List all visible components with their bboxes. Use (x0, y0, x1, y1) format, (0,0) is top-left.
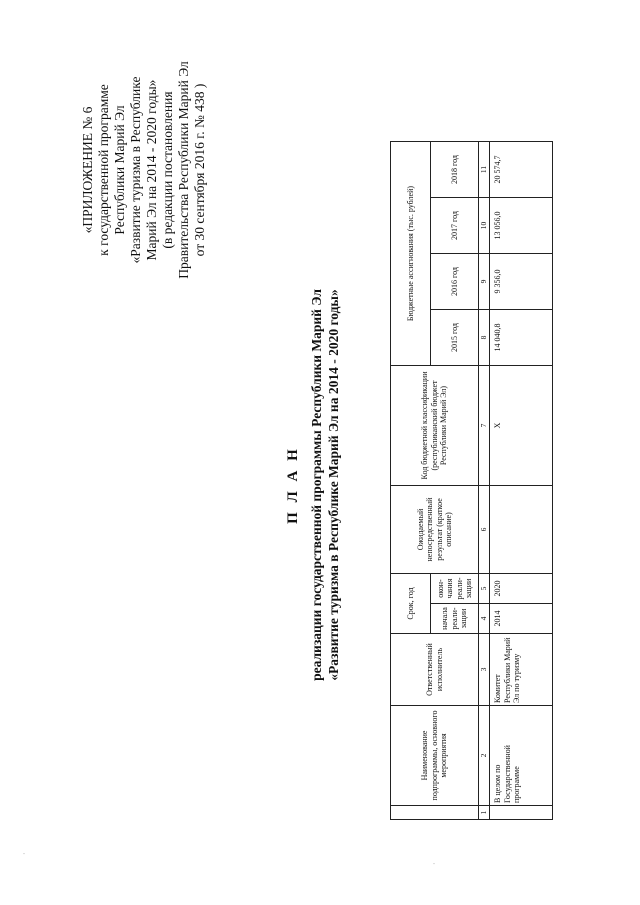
column-number: 2 (479, 706, 490, 806)
appendix-line: Марий Эл на 2014 - 2020 годы» (144, 79, 159, 261)
column-number: 1 (479, 806, 490, 820)
header-budget: Бюджетные ассигнования (тыс. рублей) (391, 142, 431, 366)
header-year-2015: 2015 год (431, 310, 479, 366)
cell-result (490, 486, 553, 574)
table-row (490, 142, 553, 820)
header-term-start: начала реали-зации (431, 604, 479, 634)
appendix-line: Республики Марий Эл (112, 105, 127, 235)
cell-kbk: Х (490, 366, 553, 486)
cell-2017: 13 056,0 (490, 198, 553, 254)
appendix-header (80, 55, 208, 285)
cell-start: 2014 (490, 604, 553, 634)
column-number: 5 (479, 574, 490, 604)
header-kbk: Код бюджетной классификации (республиканский бюджет Республики Марий Эл) (391, 366, 479, 486)
header-result: Ожидаемый непосредственный результат (краткое описание) (391, 486, 479, 574)
appendix-line: от 30 сентября 2016 г. № 438 ) (192, 83, 207, 257)
cell-2016: 9 356,0 (490, 254, 553, 310)
cell-name: В целом по Государственной программе (490, 706, 553, 806)
column-number: 10 (479, 198, 490, 254)
column-number: 7 (479, 366, 490, 486)
plan-table (390, 141, 553, 820)
appendix-line: Правительства Республики Марий Эл (176, 61, 191, 279)
plan-subtitle-2: «Развитие туризма в Республике Марий Эл на 2014 - 2020 годы» (326, 289, 341, 681)
plan-subtitle-1: реализации государственной программы Республики Марий Эл (309, 289, 324, 681)
column-number: 8 (479, 310, 490, 366)
header-executor: Ответственный исполнитель (391, 634, 479, 706)
header-name: Наименование подпрограммы, основного мероприятия (391, 706, 479, 806)
cell-2015: 14 040,8 (490, 310, 553, 366)
header-year-2017: 2017 год (431, 198, 479, 254)
header-num (391, 806, 479, 820)
header-year-2018: 2018 год (431, 142, 479, 198)
appendix-line: (в редакции постановления (160, 91, 175, 249)
cell-2018: 20 574,7 (490, 142, 553, 198)
column-number: 9 (479, 254, 490, 310)
scan-speck: · (20, 852, 29, 855)
header-term-end: окон-чания реали-зации (431, 574, 479, 604)
scan-speck: · (430, 862, 439, 865)
plan-heading: П Л А Н (285, 446, 301, 524)
column-number: 3 (479, 634, 490, 706)
column-number: 4 (479, 604, 490, 634)
header-year-2016: 2016 год (431, 254, 479, 310)
appendix-line: «ПРИЛОЖЕНИЕ № 6 (80, 106, 95, 234)
cell-end: 2020 (490, 574, 553, 604)
column-numbers-row (479, 142, 490, 820)
appendix-line: «Развитие туризма в Республике (128, 76, 143, 264)
column-number: 11 (479, 142, 490, 198)
column-number: 6 (479, 486, 490, 574)
plan-title (285, 185, 342, 785)
appendix-line: к государственной программе (96, 84, 111, 256)
header-term: Срок, год (391, 574, 431, 634)
cell-executor: Комитет Республики Марий Эл по туризму (490, 634, 553, 706)
cell-num (490, 806, 553, 820)
